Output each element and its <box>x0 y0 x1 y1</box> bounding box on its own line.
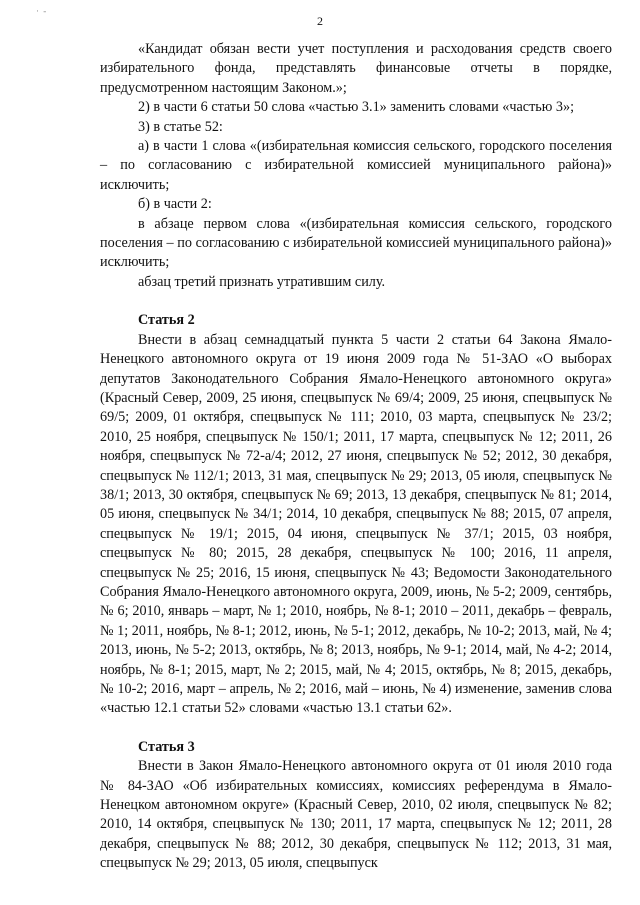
paragraph-article52-part2-third: абзац третий признать утратившим силу. <box>138 273 386 290</box>
article2-text: Внести в абзац семнадцатый пункта 5 части 2 статьи 64 Закона Ямало-Ненецкого автономного округа от 19 июня 2009 года № 51-ЗАО «О выборах депутатов Законодательного Собрания Ямало-Ненецкого автономного округа» (Красный Север, 2009, 25 июня, спецвыпуск № 69/4; 2009, 25 июня, спецвыпуск № 69/5; 2009, 01 октября, спецвыпуск № 111; 2010, 03 марта, спецвыпуск № 23/2; 2010, 25 ноября, спецвыпуск № 150/1; 2011, 17 марта, спецвыпуск № 12; 2011, 26 ноября, спецвыпуск № 72-а/4; 2012, 27 июня, спецвыпуск № 52; 2012, 30 декабря, спецвыпуск № 112/1; 2013, 31 мая, спецвыпуск № 29; 2013, 05 июля, спецвыпуск № 38/1; 2013, 30 октября, спецвыпуск № 69; 2013, 13 декабря, спецвыпуск № 81; 2014, 05 июня, спецвыпуск № 34/1; 2014, 10 декабря, спецвыпуск № 88; 2015, 07 апреля, спецвыпуск № 19/1; 2015, 04 июня, спецвыпуск № 37/1; 2015, 03 ноября, спецвыпуск № 80; 2015, 28 декабря, спецвыпуск № 100; 2016, 11 апреля, спецвыпуск № 25; 2016, 15 июня, спецвыпуск № 43; Ведомости Законодательного Собрания Ямало-Ненецкого автономного округа, 2009, июнь, № 5-2; 2009, сентябрь, № 6; 2010, январь – март, № 1; 2010, ноябрь, № 8-1; 2010 – 2011, декабрь – февраль, № 1; 2011, ноябрь, № 8-1; 2012, июнь, № 5-1; 2012, декабрь, № 10-2; 2013, май, № 4; 2013, июнь, № 5-2; 2013, октябрь, № 8; 2013, ноябрь, № 9-1; 2014, май, № 4-2; 2014, ноябрь, № 8-1; 2015, март, № 2; 2015, май, № 4; 2015, октябрь, № 8; 2015, декабрь, № 10-2; 2016, март – апрель, № 2; 2016, май – июнь, № 4) изменение, заменив слова «частью 12.1 статьи 52» словами «частью 13.1 статьи 62». <box>100 331 612 717</box>
document-body <box>100 40 612 874</box>
paragraph-article52-part2-intro: б) в части 2: <box>138 196 212 213</box>
article3-heading: Статья 3 <box>138 738 195 755</box>
article3-text: Внести в Закон Ямало-Ненецкого автономного округа от 01 июля 2010 года № 84-ЗАО «Об избирательных комиссиях, комиссиях референдума в Ямало-Ненецком автономном округе» (Красный Север, 2010, 02 июля, спецвыпуск № 82; 2010, 14 октября, спецвыпуск № 130; 2011, 17 марта, спецвыпуск № 12; 2011, 28 декабря, спецвыпуск № 88; 2012, 30 декабря, спецвыпуск № 112; 2013, 31 мая, спецвыпуск № 29; 2013, 05 июля, спецвыпуск <box>100 758 612 872</box>
paragraph-article52-part2-first: в абзаце первом слова «(избирательная комиссия сельского, городского поселения – по согласованию с избирательной комиссией муниципального района)» исключить; <box>100 215 612 271</box>
page-number: 2 <box>317 14 323 28</box>
article2-heading: Статья 2 <box>138 312 195 329</box>
paragraph-article50-change: 2) в части 6 статьи 50 слова «частью 3.1» заменить словами «частью 3»; <box>138 99 575 116</box>
paragraph-article52-part1: а) в части 1 слова «(избирательная комиссия сельского, городского поселения – по согласованию с избирательной комиссией муниципального района)» исключить; <box>100 138 612 193</box>
paragraph-article52-intro: 3) в статье 52: <box>138 118 223 135</box>
paragraph-candidate-obligation: «Кандидат обязан вести учет поступления и расходования средств своего избирательного фонда, представлять финансовые отчеты в порядке, предусмотренном настоящим Законом.»; <box>100 41 612 96</box>
scan-corner-mark: · - <box>36 6 48 16</box>
